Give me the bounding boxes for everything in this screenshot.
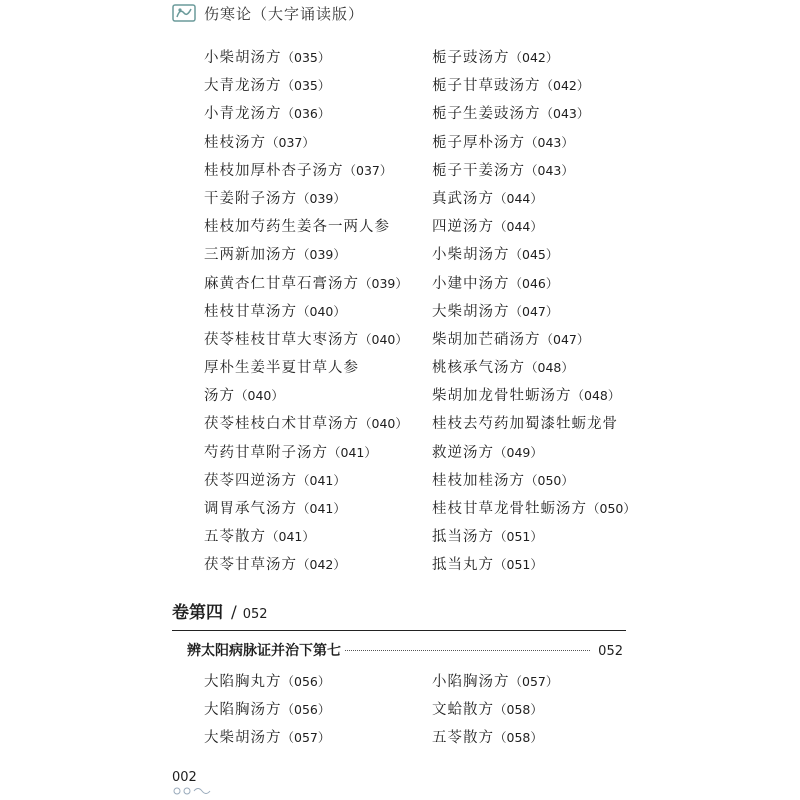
- toc-entry[interactable]: [204, 410, 408, 438]
- toc-entry-name: 真武汤方: [432, 190, 494, 207]
- volume-slash: /: [231, 603, 237, 623]
- volume-title: 卷第四: [172, 603, 223, 623]
- toc-entry-name: 小柴胡汤方: [432, 247, 510, 264]
- toc-entry-name: 茯苓桂枝甘草大枣汤方: [204, 331, 359, 348]
- toc-entry-page: （044）: [494, 190, 543, 206]
- toc-entry-name: 栀子豉汤方: [432, 50, 510, 66]
- toc-entry-page: （042）: [509, 50, 559, 65]
- toc-entry[interactable]: [432, 724, 558, 752]
- toc-entry[interactable]: [432, 241, 636, 269]
- page-header: [0, 0, 800, 26]
- book-logo-icon: [172, 3, 196, 23]
- toc-entry[interactable]: [432, 410, 636, 438]
- toc-column-left: [204, 44, 408, 580]
- toc-entry-name: 柴胡加芒硝汤方: [432, 331, 541, 348]
- toc-entry-page: （048）: [525, 360, 574, 376]
- book-title: 伤寒论（大字诵读版）: [204, 4, 365, 23]
- toc-column-right: [432, 44, 636, 580]
- toc-entry-page: （043）: [540, 106, 590, 122]
- toc-entry[interactable]: [432, 439, 636, 467]
- toc-entry-name: 大柴胡汤方: [432, 303, 510, 320]
- toc-entry-name: 小柴胡汤方: [204, 50, 282, 66]
- toc-entry-page: （040）: [359, 416, 408, 432]
- toc-entry-page: （042）: [540, 78, 590, 94]
- volume-heading: [172, 598, 268, 623]
- toc-entry[interactable]: [432, 551, 636, 579]
- toc-entry[interactable]: [204, 44, 408, 72]
- toc-entry-name: 桂枝甘草龙骨牡蛎汤方: [432, 501, 587, 517]
- toc-entry[interactable]: [432, 382, 636, 410]
- toc-entry[interactable]: [204, 72, 408, 100]
- toc-entry[interactable]: [204, 100, 408, 128]
- volume-page: 052: [242, 607, 268, 622]
- toc-entry-name: 汤方: [204, 388, 235, 405]
- toc-entry-page: （037）: [266, 134, 315, 150]
- toc-entry-page: （047）: [509, 303, 559, 319]
- chapter-page: 052: [598, 644, 623, 659]
- chapter-leader-dots: [345, 650, 590, 651]
- toc-entry-name: 四逆汤方: [432, 219, 494, 236]
- toc-entry-name: 干姜附子汤方: [204, 190, 297, 207]
- toc-entry[interactable]: [204, 298, 408, 326]
- toc-entry[interactable]: [204, 354, 408, 382]
- toc-entry[interactable]: [204, 467, 408, 495]
- toc-entry[interactable]: [432, 72, 636, 100]
- toc-entry-page: （050）: [587, 501, 636, 516]
- toc-entry-name: 抵当汤方: [432, 529, 494, 546]
- toc-entry-name: 茯苓甘草汤方: [204, 557, 297, 574]
- toc-entry-name: 救逆汤方: [432, 444, 494, 461]
- toc-entry[interactable]: [204, 270, 408, 298]
- toc-entry[interactable]: [204, 213, 408, 241]
- toc-entry-page: （047）: [540, 331, 590, 347]
- toc-entry-name: 栀子甘草豉汤方: [432, 78, 541, 95]
- footer-ornament-icon: [172, 786, 216, 796]
- toc-entry-name: 栀子厚朴汤方: [432, 134, 525, 151]
- toc-entry-page: （040）: [297, 303, 346, 319]
- toc-entry-page: （041）: [266, 529, 315, 545]
- page-footer: [172, 770, 232, 800]
- toc-entry-page: （043）: [525, 134, 574, 150]
- toc-entry-name: 芍药甘草附子汤方: [204, 444, 328, 461]
- toc-entry-name: 柴胡加龙骨牡蛎汤方: [432, 388, 572, 405]
- toc-entry-name: 抵当丸方: [432, 557, 494, 574]
- toc-entry-page: （045）: [509, 247, 559, 263]
- section-rule: [172, 630, 626, 631]
- toc-entry[interactable]: [432, 44, 636, 72]
- toc-entry-name: 桂枝加芍药生姜各一两人参: [204, 219, 390, 236]
- toc-entry[interactable]: [432, 354, 636, 382]
- toc-entry-name: 栀子干姜汤方: [432, 162, 525, 179]
- toc-column-left-2: [204, 668, 330, 753]
- toc-entry-name: 大青龙汤方: [204, 78, 282, 95]
- toc-entry-page: （035）: [281, 78, 331, 94]
- toc-entry-name: 小建中汤方: [432, 275, 510, 292]
- toc-entry[interactable]: [432, 298, 636, 326]
- toc-entry-name: 大柴胡汤方: [204, 730, 282, 747]
- toc-entry-page: （036）: [281, 106, 331, 122]
- toc-entry-page: （039）: [359, 275, 408, 291]
- toc-entry-page: （056）: [281, 674, 331, 689]
- toc-entry[interactable]: [432, 185, 636, 213]
- toc-entry-name: 文蛤散方: [432, 702, 494, 719]
- toc-entry-page: （049）: [494, 444, 543, 460]
- toc-entry-name: 桂枝去芍药加蜀漆牡蛎龙骨: [432, 416, 618, 433]
- toc-entry-name: 五苓散方: [432, 730, 494, 747]
- toc-entry-name: 栀子生姜豉汤方: [432, 106, 541, 123]
- toc-entry[interactable]: [432, 495, 636, 523]
- toc-entry-name: 三两新加汤方: [204, 247, 297, 264]
- toc-entry[interactable]: [204, 129, 408, 157]
- toc-entry[interactable]: [432, 467, 636, 495]
- toc-entry-page: （040）: [359, 331, 408, 347]
- toc-entry[interactable]: [204, 241, 408, 269]
- toc-column-right-2: [432, 668, 558, 753]
- toc-entry-page: （043）: [525, 162, 574, 178]
- toc-entry-name: 桃核承气汤方: [432, 360, 525, 377]
- toc-entry-page: （040）: [235, 388, 284, 404]
- toc-entry-page: （039）: [297, 190, 346, 206]
- page-number: 002: [172, 770, 197, 785]
- toc-entry[interactable]: [432, 100, 636, 128]
- toc-entry[interactable]: [432, 213, 636, 241]
- toc-entry-name: 麻黄杏仁甘草石膏汤方: [204, 275, 359, 292]
- toc-entry-page: （057）: [281, 730, 331, 746]
- toc-entry[interactable]: [204, 157, 408, 185]
- toc-entry[interactable]: [204, 185, 408, 213]
- toc-entry-name: 桂枝汤方: [204, 134, 266, 151]
- toc-entry[interactable]: [204, 551, 408, 579]
- toc-entry-page: （048）: [571, 388, 621, 404]
- toc-entry-name: 调胃承气汤方: [204, 501, 297, 517]
- toc-entry-name: 大陷胸汤方: [204, 702, 282, 719]
- toc-entry-page: （051）: [494, 529, 543, 545]
- toc-entry[interactable]: [432, 696, 558, 724]
- toc-entry-page: （041）: [297, 472, 346, 488]
- toc-entry[interactable]: [432, 523, 636, 551]
- toc-entry-name: 桂枝甘草汤方: [204, 303, 297, 320]
- toc-entry-page: （058）: [494, 730, 543, 746]
- toc-entry-name: 厚朴生姜半夏甘草人参: [204, 360, 359, 377]
- toc-entry[interactable]: [432, 326, 636, 354]
- toc-entry[interactable]: [204, 495, 408, 523]
- toc-entry-page: （042）: [297, 557, 346, 573]
- toc-entry[interactable]: [204, 696, 330, 724]
- toc-entry-page: （041）: [297, 501, 346, 516]
- toc-entry-page: （058）: [494, 702, 543, 718]
- toc-entry[interactable]: [432, 270, 636, 298]
- toc-entry[interactable]: [432, 668, 558, 696]
- toc-entry[interactable]: [204, 382, 408, 410]
- toc-entry-page: （039）: [297, 247, 346, 263]
- toc-entry-page: （041）: [328, 444, 377, 460]
- toc-entry-page: （056）: [281, 702, 331, 718]
- toc-entry-page: （051）: [494, 557, 543, 573]
- toc-entry[interactable]: [432, 157, 636, 185]
- toc-entry[interactable]: [204, 326, 408, 354]
- toc-entry-name: 小青龙汤方: [204, 106, 282, 123]
- toc-entry-page: （035）: [281, 50, 331, 65]
- toc-entry-name: 小陷胸汤方: [432, 674, 510, 690]
- toc-entry-name: 大陷胸丸方: [204, 674, 282, 690]
- toc-entry-name: 桂枝加厚朴杏子汤方: [204, 162, 344, 179]
- toc-entry-name: 桂枝加桂汤方: [432, 472, 525, 489]
- toc-entry-name: 茯苓四逆汤方: [204, 472, 297, 489]
- toc-entry-page: （044）: [494, 219, 543, 235]
- toc-entry[interactable]: [432, 129, 636, 157]
- toc-entry-page: （050）: [525, 472, 574, 488]
- toc-entry[interactable]: [204, 668, 330, 696]
- toc-entry-page: （046）: [509, 275, 559, 291]
- toc-entry-page: （057）: [509, 674, 559, 689]
- toc-entry[interactable]: [204, 523, 408, 551]
- toc-entry-name: 茯苓桂枝白术甘草汤方: [204, 416, 359, 433]
- toc-entry-page: （037）: [343, 162, 393, 178]
- chapter-entry[interactable]: [187, 640, 627, 660]
- chapter-title: 辨太阳病脉证并治下第七: [187, 643, 341, 659]
- toc-entry[interactable]: [204, 439, 408, 467]
- toc-entry-name: 五苓散方: [204, 529, 266, 546]
- toc-entry[interactable]: [204, 724, 330, 752]
